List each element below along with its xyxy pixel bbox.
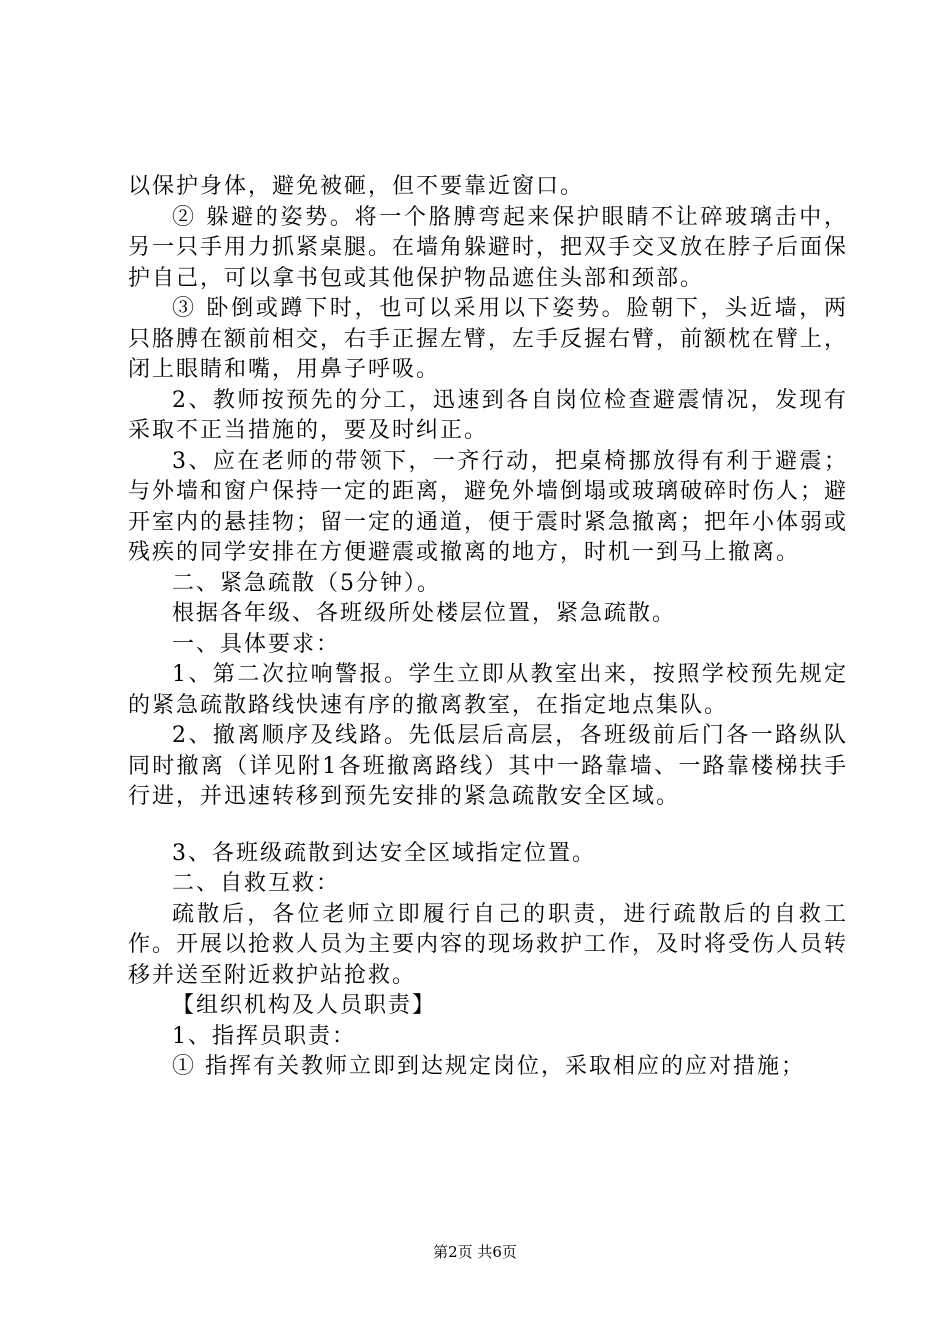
section-heading: 二、紧急疏散（5分钟）。 bbox=[172, 570, 441, 596]
paragraph: ② 躲避的姿势。将一个胳膊弯起来保护眼睛不让碎玻璃击中，另一只手用力抓紧桌腿。在墙角躲避时，把双手交叉放在脖子后面保护自己，可以拿书包或其他保护物品遮住头部和颈部。 bbox=[128, 204, 849, 291]
document-body bbox=[128, 172, 848, 1083]
section-heading: 【组织机构及人员职责】 bbox=[172, 993, 437, 1018]
paragraph: ③ 卧倒或蹲下时，也可以采用以下姿势。脸朝下，头近墙，两只胳膊在额前相交，右手正握左臂，左手反握右臂，前额枕在臂上，闭上眼睛和嘴，用鼻子呼吸。 bbox=[128, 296, 849, 382]
paragraph: 3、各班级疏散到达安全区域指定位置。 bbox=[172, 840, 596, 866]
paragraph: 1、第二次拉响警报。学生立即从教室出来，按照学校预先规定的紧急疏散路线快速有序的撤离教室，在指定地点集队。 bbox=[128, 662, 848, 718]
paragraph: 2、撤离顺序及线路。先低层后高层，各班级前后门各一路纵队同时撤离（详见附1各班撤离路线）其中一路靠墙、一路靠楼梯扶手行进，并迅速转移到预先安排的紧急疏散安全区域。 bbox=[128, 723, 848, 809]
paragraph: 3、应在老师的带领下，一齐行动，把桌椅挪放得有利于避震；与外墙和窗户保持一定的距离，避免外墙倒塌或玻璃破碎时伤人；避开室内的悬挂物；留一定的通道，便于震时紧急撤离；把年小体弱或残疾的同学安排在方便避震或撤离的地方，时机一到马上撤离。 bbox=[128, 448, 849, 565]
section-heading: 一、具体要求： bbox=[172, 631, 341, 657]
section-heading: 二、自救互救： bbox=[172, 871, 341, 896]
section-heading: 1、指挥员职责： bbox=[172, 1023, 356, 1049]
paragraph: ① 指挥有关教师立即到达规定岗位，采取相应的应对措施； bbox=[172, 1054, 805, 1079]
paragraph: 以保护身体，避免被砸，但不要靠近窗口。 bbox=[128, 174, 585, 199]
paragraph: 2、教师按预先的分工，迅速到各自岗位检查避震情况，发现有采取不正当措施的，要及时纠正。 bbox=[128, 387, 848, 443]
paragraph: 根据各年级、各班级所处楼层位置，紧急疏散。 bbox=[172, 601, 677, 626]
page-number-footer: 第2页 共6页 bbox=[433, 1243, 517, 1261]
paragraph: 疏散后，各位老师立即履行自己的职责，进行疏散后的自救工作。开展以抢救人员为主要内容的现场救护工作，及时将受伤人员转移并送至附近救护站抢救。 bbox=[128, 901, 849, 988]
